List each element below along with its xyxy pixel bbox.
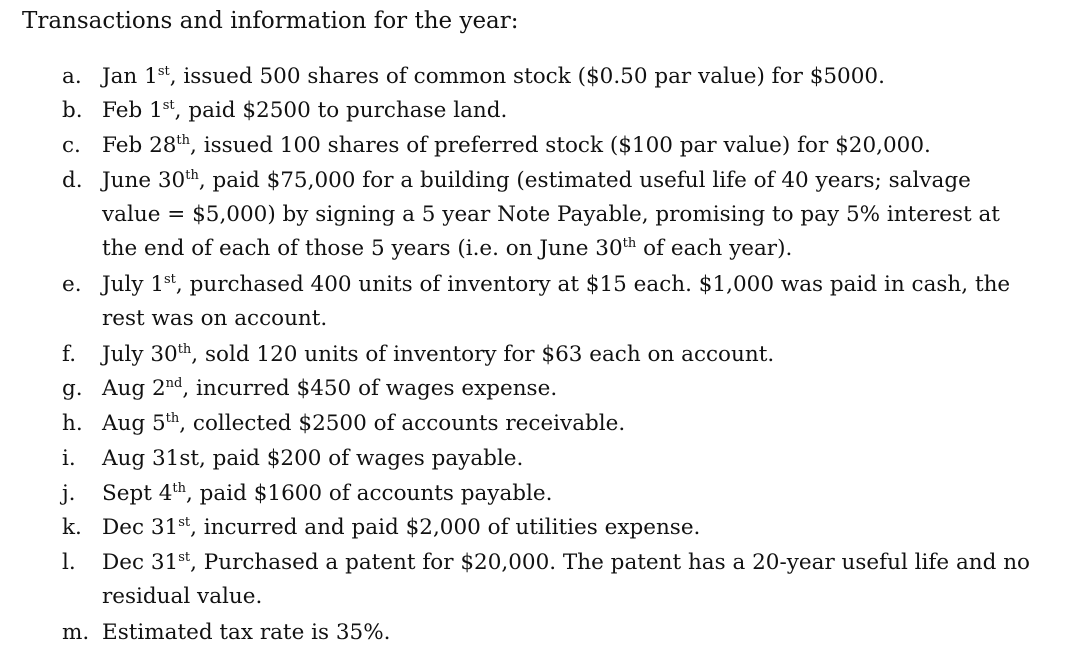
item-marker: f. xyxy=(62,342,77,367)
item-text: Aug 2nd, incurred $450 of wages expense. xyxy=(102,375,558,401)
item-text: Estimated tax rate is 35%. xyxy=(102,620,391,645)
section-heading: Transactions and information for the year: xyxy=(22,8,519,34)
list-item-j xyxy=(62,477,1062,511)
item-text: Aug 5th, collected $2500 of accounts receivable. xyxy=(102,410,626,436)
item-text: Dec 31st, incurred and paid $2,000 of utilities expense. xyxy=(102,514,701,540)
item-marker: i. xyxy=(62,446,76,471)
item-marker: e. xyxy=(62,272,82,297)
item-text-line-1: June 30th, paid $75,000 for a building (estimated useful life of 40 years; salvage xyxy=(102,167,971,193)
item-marker: k. xyxy=(62,515,82,540)
item-marker: g. xyxy=(62,376,83,401)
item-marker: a. xyxy=(62,64,82,89)
list-item-d xyxy=(62,164,1062,266)
item-marker: j. xyxy=(62,481,76,506)
item-text: July 30th, sold 120 units of inventory for $63 each on account. xyxy=(102,341,775,367)
list-item-l xyxy=(62,546,1062,614)
list-item-a xyxy=(62,60,1062,94)
list-item-h xyxy=(62,407,1062,441)
item-text-line-1: Dec 31st, Purchased a patent for $20,000. The patent has a 20-year useful life and no xyxy=(102,549,1030,575)
list-item-g xyxy=(62,372,1062,406)
item-text-line-3: the end of each of those 5 years (i.e. on June 30th of each year). xyxy=(102,235,793,261)
item-text: Feb 1st, paid $2500 to purchase land. xyxy=(102,97,508,123)
list-item-c xyxy=(62,129,1062,163)
item-marker: l. xyxy=(62,550,76,575)
item-marker: d. xyxy=(62,168,83,193)
item-text-line-2: value = $5,000) by signing a 5 year Note Payable, promising to pay 5% interest at xyxy=(102,202,1000,227)
item-text-line-1: July 1st, purchased 400 units of inventory at $15 each. $1,000 was paid in cash, the xyxy=(102,271,1011,297)
item-text: Sept 4th, paid $1600 of accounts payable. xyxy=(102,480,553,506)
list-item-m xyxy=(62,616,1062,650)
item-text: Feb 28th, issued 100 shares of preferred stock ($100 par value) for $20,000. xyxy=(102,132,931,158)
item-text: Jan 1st, issued 500 shares of common stock ($0.50 par value) for $5000. xyxy=(102,63,885,89)
item-marker: c. xyxy=(62,133,81,158)
list-item-e xyxy=(62,268,1062,336)
list-item-i xyxy=(62,442,1062,476)
list-item-f xyxy=(62,338,1062,372)
item-text: Aug 31st, paid $200 of wages payable. xyxy=(102,446,524,471)
list-item-k xyxy=(62,511,1062,545)
item-marker: m. xyxy=(62,620,90,645)
list-item-b xyxy=(62,94,1062,128)
item-marker: h. xyxy=(62,411,83,436)
item-marker: b. xyxy=(62,98,83,123)
item-text-line-2: rest was on account. xyxy=(102,306,328,331)
item-text-line-2: residual value. xyxy=(102,584,263,609)
